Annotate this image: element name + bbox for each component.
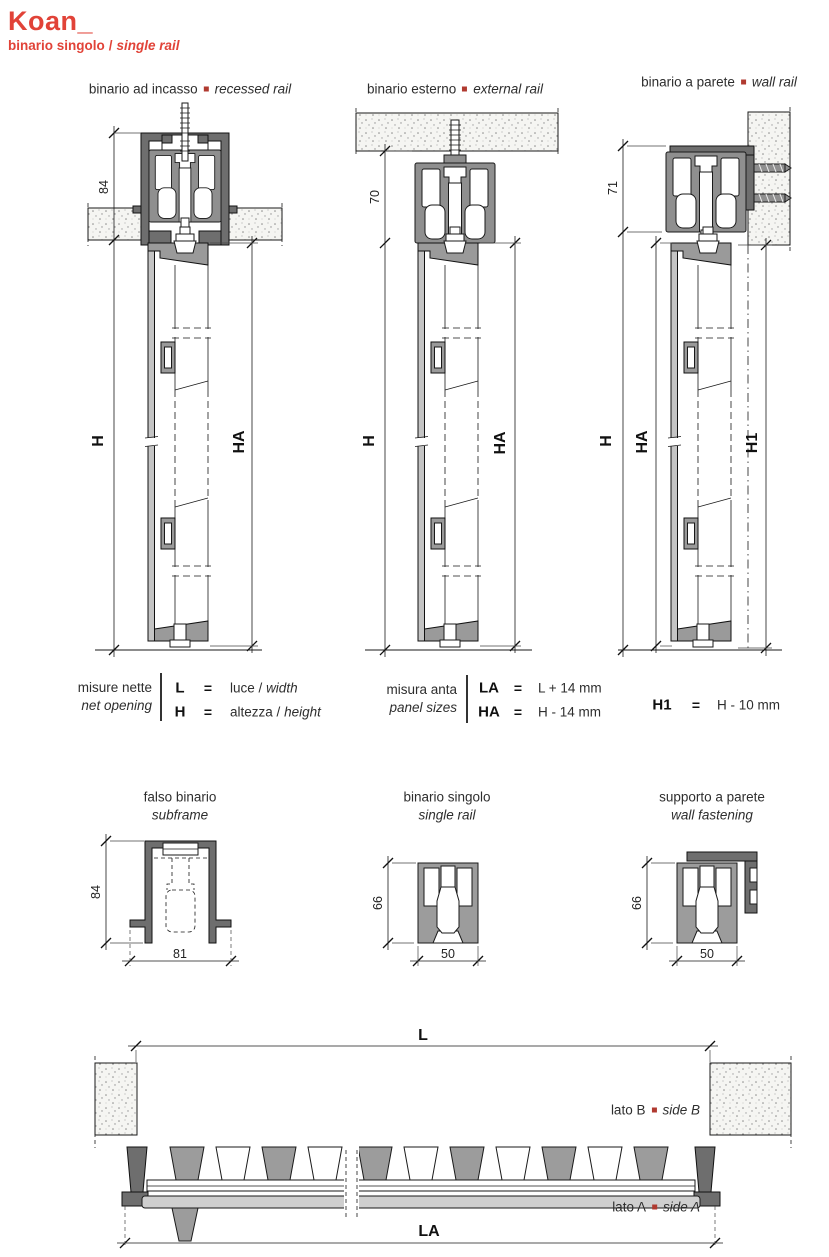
- dim-rail-height-70: 70: [368, 190, 382, 204]
- subframe-title: falso binario subframe: [143, 789, 217, 822]
- dim-ha-external: HA: [492, 431, 509, 455]
- dim-fastening-height-66: 66: [630, 896, 644, 910]
- dim-l-plan: L: [418, 1027, 428, 1044]
- dim-recess-depth-84: 84: [97, 180, 111, 194]
- subframe-profile: [101, 834, 239, 966]
- wall-rail-section: [618, 107, 791, 657]
- red-square-bullet: [741, 79, 746, 84]
- recessed-rail-section: [88, 103, 282, 657]
- external-rail-label: binario esterno external rail: [366, 81, 544, 97]
- wall-rail-label: binario a parete wall rail: [641, 74, 797, 90]
- legend-sym-l: L: [175, 679, 185, 697]
- dim-subframe-width-81: 81: [173, 947, 187, 961]
- legend-sym-h1: H1: [652, 696, 672, 714]
- wall-fastening-title: supporto a parete wall fastening: [659, 789, 765, 822]
- dim-h-external: H: [361, 435, 378, 447]
- legend-sym-ha: HA: [478, 703, 500, 721]
- legend-formula-la: L + 14 mm: [538, 680, 602, 696]
- red-square-bullet: [651, 1107, 656, 1112]
- legend-desc-h: altezza / height: [230, 704, 321, 720]
- red-square-bullet: [652, 1204, 657, 1209]
- dim-rail-height-66: 66: [371, 896, 385, 910]
- legend-formula-h1: H - 10 mm: [717, 697, 781, 713]
- legend-eq: =: [691, 697, 701, 713]
- side-a-label: lato A side A: [612, 1199, 700, 1215]
- plan-view: [95, 1041, 791, 1248]
- dim-la-plan: LA: [418, 1223, 440, 1240]
- legend-formula-ha: H - 14 mm: [538, 704, 602, 720]
- dim-h-recessed: H: [90, 435, 107, 447]
- legend-desc-l: luce / width: [230, 680, 298, 696]
- panel-sizes-title: misura anta panel sizes: [386, 681, 457, 715]
- single-rail-profile: [383, 856, 486, 966]
- single-rail-title: binario singolo single rail: [403, 789, 491, 822]
- dim-fastening-width-50: 50: [700, 947, 714, 961]
- legend-eq: =: [203, 680, 213, 696]
- dim-h1-wall: H1: [744, 432, 761, 454]
- dim-ha-recessed: HA: [231, 430, 248, 454]
- legend-sym-h: H: [174, 703, 186, 721]
- legend-eq: =: [203, 704, 213, 720]
- product-title: Koan_: [8, 6, 94, 36]
- dim-rail-width-50: 50: [441, 947, 455, 961]
- dim-h-wall: H: [598, 435, 615, 447]
- external-rail-section: [356, 108, 558, 657]
- page-header: [8, 6, 180, 53]
- recessed-rail-label: binario ad incasso recessed rail: [88, 81, 292, 97]
- net-opening-title: misure nette net opening: [77, 679, 152, 713]
- legend-divider: [160, 673, 162, 721]
- red-square-bullet: [462, 86, 467, 91]
- side-b-label: lato B side B: [610, 1102, 700, 1118]
- legend-eq: =: [513, 680, 523, 696]
- product-subtitle: binario singolo / single rail: [8, 38, 180, 53]
- red-square-bullet: [204, 86, 209, 91]
- legend-sym-la: LA: [479, 679, 499, 697]
- dim-subframe-height-84: 84: [89, 885, 103, 899]
- legend-eq: =: [513, 704, 523, 720]
- legend-divider: [466, 675, 468, 723]
- dim-ha-wall: HA: [634, 430, 651, 454]
- dim-rail-height-71: 71: [606, 181, 620, 195]
